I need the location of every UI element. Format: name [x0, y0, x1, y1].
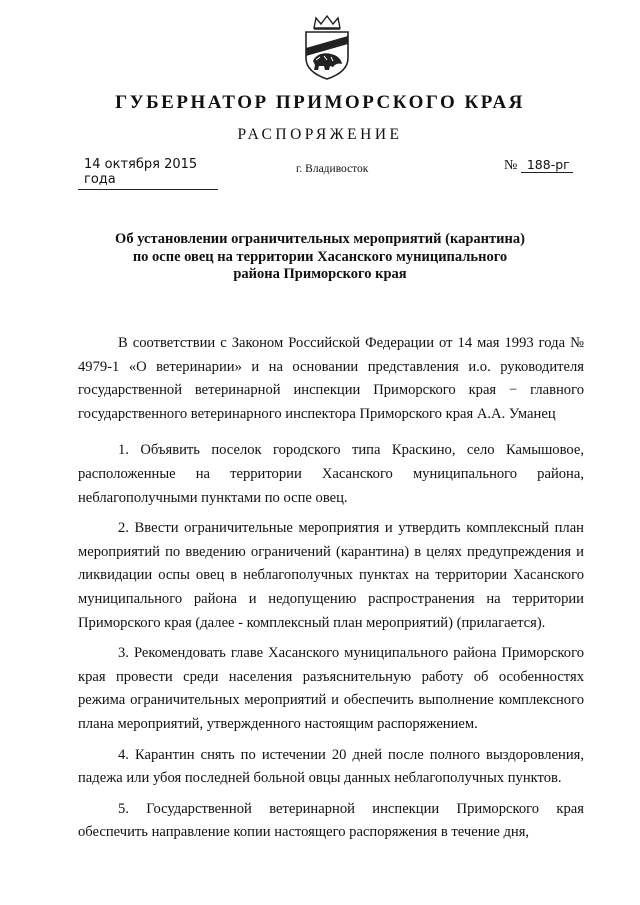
number-prefix: № [504, 158, 518, 173]
document-meta [78, 157, 584, 187]
subject-line: Об установлении ограничительных мероприятий (карантина) [115, 231, 525, 247]
subject-line: по оспе овец на территории Хасанского муниципального [132, 248, 508, 265]
issuing-authority: ГУБЕРНАТОР ПРИМОРСКОГО КРАЯ [115, 92, 525, 113]
preamble-paragraph: В соответствии с Законом Российской Федерации от 14 мая 1993 года № 4979-1 «О ветеринарии» и на основании представления и.о. руководителя государственной ветеринарной инспекции Приморского края − главного государственного ветеринарного инспектора Приморского края А.А. Уманец [78, 335, 584, 422]
order-item-3: 3. Рекомендовать главе Хасанского муниципального района Приморского края провести среди населения разъяснительную работу об особенностях режима ограничительных мероприятий и обеспечить выполнение комплексного плана мероприятий, утвержденного настоящим распоряжением. [78, 645, 584, 732]
order-item-5: 5. Государственной ветеринарной инспекции Приморского края обеспечить направление копии настоящего распоряжения в течение дня, [78, 800, 584, 841]
number-value: 188-рг [521, 157, 573, 173]
document-date: 14 октября 2015 года [78, 157, 218, 190]
document-subject [0, 231, 640, 284]
order-item-2: 2. Ввести ограничительные мероприятия и утвердить комплексный план мероприятий по введению ограничений (карантина) в целях предупреждения и ликвидации оспы овец в неблагополучных пунктах на территории Хасанского муниципального района и недопущению распространения на территории Приморского края (далее - комплексный план мероприятий) (прилагается). [78, 520, 584, 631]
document-body [78, 332, 584, 852]
document-city: г. Владивосток [296, 163, 369, 175]
document-number [504, 157, 584, 174]
document-type: РАСПОРЯЖЕНИЕ [237, 126, 403, 143]
order-item-1: 1. Объявить поселок городского типа Краскино, село Камышовое, расположенные на территории Хасанского муниципального района, неблагополучными пунктами по оспе овец. [78, 442, 584, 506]
subject-line: района Приморского края [233, 266, 407, 282]
order-item-4: 4. Карантин снять по истечении 20 дней после полного выздоровления, падежа или убоя последней больной овцы данных неблагополучных пунктов. [78, 746, 584, 787]
primorsky-krai-coat-of-arms-icon [300, 14, 354, 80]
